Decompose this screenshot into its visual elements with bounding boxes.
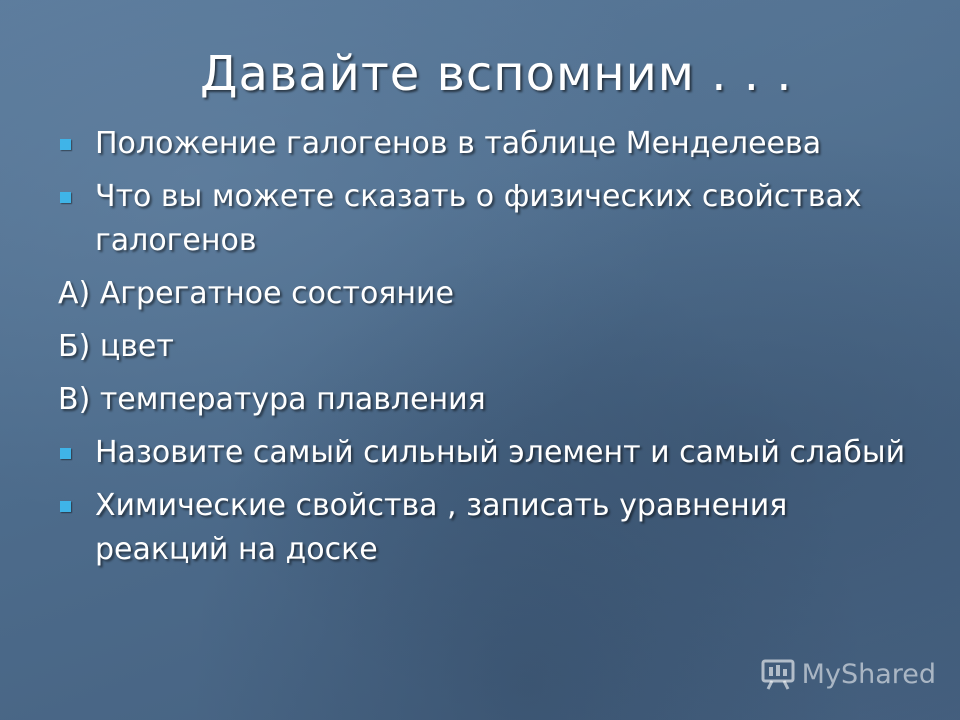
sub-item-melting-point — [58, 378, 918, 422]
bullet-item-strongest-weakest — [58, 431, 918, 475]
bullet-item-halogen-position — [58, 122, 918, 166]
bullet-list — [58, 122, 918, 572]
watermark-text: MyShared — [801, 658, 936, 690]
square-bullet-icon — [60, 192, 71, 203]
presentation-board-icon — [760, 656, 796, 692]
watermark — [760, 654, 936, 694]
item-text: Назовите самый сильный элемент и самый слабый — [95, 435, 906, 470]
square-bullet-icon — [60, 448, 71, 459]
sub-item-state — [58, 272, 918, 316]
item-text: Что вы можете сказать о физических свойствах галогенов — [95, 179, 862, 258]
square-bullet-icon — [60, 139, 71, 150]
bullet-item-chemical-properties — [58, 484, 918, 572]
bullet-item-physical-properties — [58, 175, 918, 263]
square-bullet-icon — [60, 501, 71, 512]
slide-title: Давайте вспомним . . . — [200, 46, 793, 102]
item-text: В) температура плавления — [58, 382, 486, 417]
item-text: Химические свойства , записать уравнения реакций на доске — [95, 488, 788, 567]
item-text: Положение галогенов в таблице Менделеева — [95, 126, 822, 161]
sub-item-color — [58, 325, 918, 369]
item-text: А) Агрегатное состояние — [58, 276, 454, 311]
item-text: Б) цвет — [58, 329, 174, 364]
